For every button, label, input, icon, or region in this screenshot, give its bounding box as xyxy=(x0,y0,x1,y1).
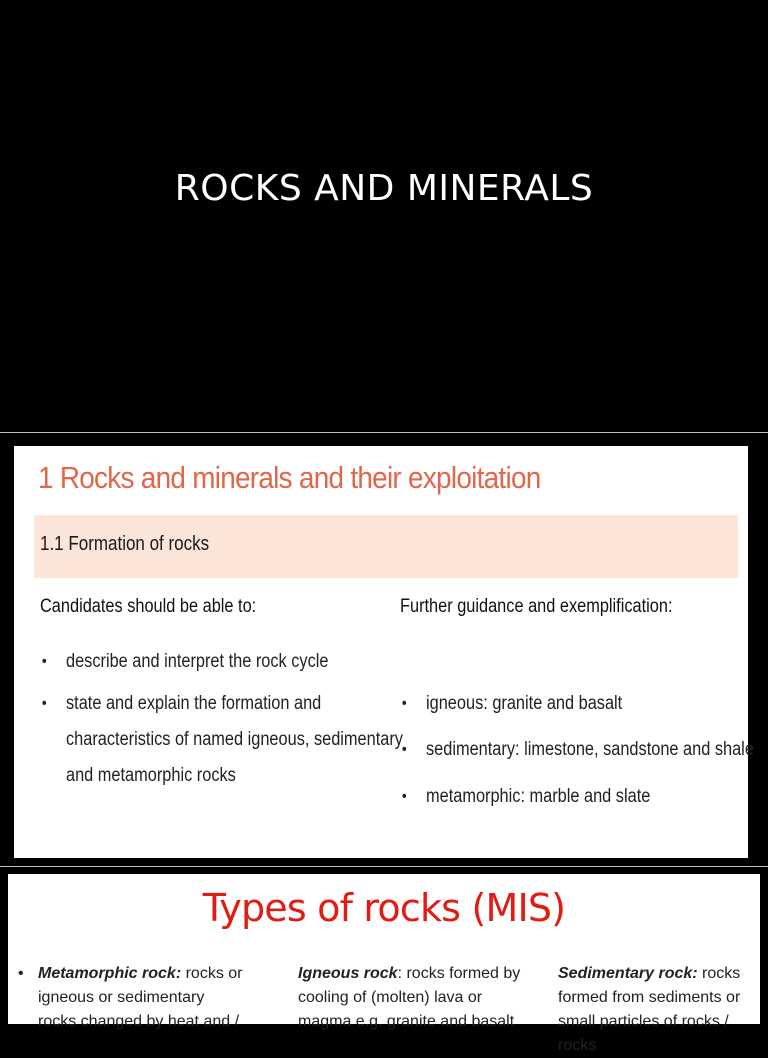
sedimentary-definition: Sedimentary rock: rocks formed from sediments or small particles of rocks / rocks xyxy=(558,965,741,1054)
list-item-continuation: and metamorphic rocks xyxy=(66,765,236,786)
syllabus-heading: 1 Rocks and minerals and their exploitation xyxy=(38,460,541,495)
types-slide xyxy=(8,874,760,1054)
list-item: • sedimentary: limestone, sandstone and shale xyxy=(426,732,754,768)
left-column-header: Candidates should be able to: xyxy=(40,596,257,617)
section-title: 1.1 Formation of rocks xyxy=(40,533,210,555)
list-item-continuation: characteristics of named igneous, sedimentary xyxy=(66,729,403,750)
bullet-icon: • xyxy=(401,695,407,712)
right-column-header: Further guidance and exemplification: xyxy=(400,596,673,617)
slide-divider xyxy=(0,866,768,867)
slide-title: ROCKS AND MINERALS xyxy=(174,168,594,209)
list-item: • igneous: granite and basalt xyxy=(426,686,622,722)
bullet-icon: • xyxy=(401,741,407,758)
bullet-icon: • xyxy=(41,695,47,712)
bullet-icon: • xyxy=(401,788,407,805)
list-item: • describe and interpret the rock cycle xyxy=(66,644,328,680)
slide-divider xyxy=(0,432,768,433)
types-title: Types of rocks (MIS) xyxy=(202,886,566,930)
syllabus-slide xyxy=(14,446,754,858)
list-item: • state and explain the formation and xyxy=(66,686,321,722)
igneous-definition: Igneous rock: rocks formed by cooling of (molten) lava or magma e.g. granite and basalt xyxy=(298,965,521,1030)
list-item: • metamorphic: marble and slate xyxy=(426,779,650,815)
bullet-icon: • xyxy=(41,653,47,670)
bullet-icon: • xyxy=(18,965,24,982)
section-band xyxy=(34,515,738,578)
title-slide xyxy=(0,0,768,432)
metamorphic-definition: • Metamorphic rock: rocks or igneous or sedimentary rocks changed by heat and / xyxy=(38,962,268,1034)
